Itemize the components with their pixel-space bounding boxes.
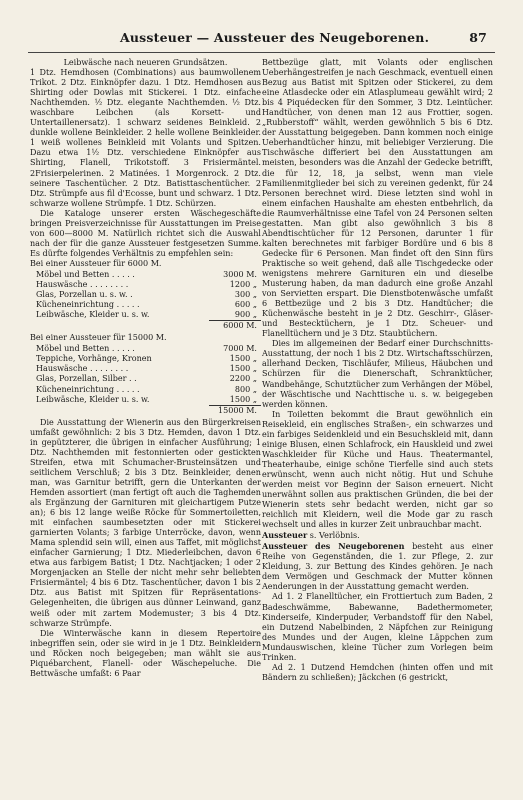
table-row: Möbel und Betten . . . . . 7000 M. xyxy=(36,344,257,354)
running-header xyxy=(0,30,523,48)
table-row: Kücheneinrichtung . . . . . 800 „ xyxy=(36,384,257,394)
paragraph-wienerin: Die Ausstattung der Wienerin aus den Bürgerkreisen umfaßt gewöhnlich: 2 bis 3 Dtz. Hemden, davon 1 Dtz. in gepützterer, die übrigen in einfacher Ausführung; 1 Dtz. Nachthemden mit festonnierten oder gestickten Streifen, etwa mit Schumacher-Brusteinsätzen und seitlichem Verschluß; 2 bis 3 Dtz. Beinkleider, denen man, was Garnitur betrifft, gern die Unterkanten der Hemden assortiert (man fertigt oft auch die Taghemden als Ergänzung der Garnituren mit gleichartigem Putze an); 6 bis 12 lange weiße Röcke für Sommertoiletten, mit einfachen saumbesetzten oder mit Stickerei garnierten Volants; 3 farbige Unterröcke, davon, wenn Mama splendid sein will, einen aus Taffet, mit möglichst einfacher Garnierung; 1 Dtz. Miederleibchen, davon 6 etwa aus farbigem Batist; 1 Dtz. Nachtjacken; 1 oder 2 Morgenjacken an Stelle der nicht mehr sehr beliebten Frisiermäntel; 4 bis 6 Dtz. Taschentücher, davon 1 bis 2 Dtz. aus Batist mit Spitzen für Repräsentations-Gelegenheiten, die übrigen aus dünner Leinwand, ganz weiß oder mit zartem Modemuster; 3 bis 4 Dtz. schwarze Strümpfe. xyxy=(30,417,261,628)
budget-table-6000 xyxy=(30,270,261,331)
paragraph-ad1: Ad 1. 2 Flanelltücher, ein Frottiertuch zum Baden, 2 Badeschwämme, Babewanne, Badethermometer, Kinderseife, Kinderpuder, Verbandstoff für den Nabel, ein Dutzend Nabelbinden, 2 Näpfchen zur Reinigung des Mundes und der Augen, kleine Läppchen zum Mundauswischen, kleine Tücher zum Vorlegen beim Trinken. xyxy=(262,592,493,662)
section-heading: Leibwäsche nach neueren Grundsätzen. xyxy=(63,58,228,67)
paragraph-toiletten: In Toiletten bekommt die Braut gewöhnlich ein Reisekleid, ein englisches Straßen-, ein schwarzes und ein farbiges Seidenkleid und ein Besuchskleid mit, dann einige Blusen, einen Schlafrock, ein Hauskleid und zwei Waschkleider für Küche und Haus. Theatermantel, Theaterhaube, einige schöne Tierfelle sind auch stets erwünscht, wenn auch nicht nötig. Hut und Schuhe werden meist vor Beginn der Saison erneuert. Nicht unerwähnt sollen aus praktischen Gründen, die bei der Wienerin stets sehr bedacht werden, nicht gar so reichlich mit Kleidern, weil die Mode gar zu rasch wechselt und alles in kurzer Zeit unbrauchbar macht. xyxy=(262,409,493,530)
table-row: Leibwäsche, Kleider u. s. w. 1500 „ xyxy=(36,394,257,404)
running-title: Aussteuer — Aussteuer des Neugeborenen. xyxy=(120,30,430,45)
page-number: 87 xyxy=(469,30,487,45)
table-row: Glas, Porzellan, Silber . . 2200 „ xyxy=(36,374,257,384)
left-column xyxy=(30,58,261,679)
paragraph-bedarf: Dies im allgemeinen der Bedarf einer Durchschnitts-Ausstattung, der noch 1 bis 2 Dtz. Wirtschaftsschürzen, allerhand Decken, Tischläufer, Milieus, Häubchen und Schürzen für die Dienerschaft, Schranktücher, Wandbehänge, Schutztücher zum Verhängen der Möbel, der Wäschtische und Nachttische u. s. w. beigegeben werden können. xyxy=(262,339,493,409)
budget-table-15000 xyxy=(30,344,261,415)
table-row: Möbel und Betten . . . . . 3000 M. xyxy=(36,269,257,279)
entry-keyword: Aussteuer des Neugeborenen xyxy=(262,541,405,552)
entry-aussteuer-neugeborenen: Aussteuer des Neugeborenen besteht aus einer Reihe von Gegenständen, die 1. zur Pflege, 2. zur Kleidung, 3. zur Bettung des Kindes gehören. Je nach dem Vermögen und Geschmack der Mutter können Aenderungen in der Ausstattung gemacht werden. xyxy=(262,541,493,592)
table-row: Glas, Porzellan u. s. w. . 300 „ xyxy=(36,290,257,300)
paragraph-bettwaesche: Bettbezüge glatt, mit Volants oder englischen Ueberhängestreifen je nach Geschmack, eventuell einen Bezug aus Batist mit Spitzen oder Stickerei, zu dem eine Atlasdecke oder ein Atlasplumeau gewählt wird; 2 bis 4 Piquédecken für den Sommer, 3 Dtz. Leintücher. Handtücher, von denen man 12 aus Frottier, sogen. „Rubberstoff“ wählt, werden gewöhnlich 5 bis 6 Dtz. der Ausstattung beigegeben. Dann kommen noch einige Ueberhandtücher hinzu, mit beliebiger Verzierung. Die Tischwäsche differiert bei den Ausstattungen am meisten, besonders was die Anzahl der Gedecke betrifft, die für 12, 18, ja selbst, wenn man viele Familienmitglieder bei sich zu vereinen gedenkt, für 24 Personen berechnet wird. Diese letzten sind wohl in einem einfachen Haushalte am ehesten entbehrlich, da die Raumverhältnisse eine Tafel von 24 Personen selten gestatten. Man gibt also gewöhnlich 3 bis 8 Abendtischtücher für 12 Personen, darunter 1 für kalten berechnetes mit farbiger Bordüre und 6 bis 8 Gedecke für 6 Personen. Man findet oft den Sinn fürs Praktische so weit gehend, daß alle Tischgedecke oder wenigstens mehrere Garnituren ein und dieselbe Musterung haben, da man dadurch eine große Anzahl von Servietten erspart. Die Dienstbotenwäsche umfaßt 6 Bettbezüge und 2 bis 3 Dtz. Handtücher; die Küchenwäsche besteht in je 2 Dtz. Geschirr-, Gläser- und Bestecktüchern, je 1 Dtz. Scheuer- und Flanelltüchern und je 3 Dtz. Staubtüchern. xyxy=(262,58,493,339)
paragraph-leibwaesche: 1 Dtz. Hemdhosen (Combinations) aus baumwollenem Trikot. 2 Dtz. Einknöpfer dazu. 1 Dtz. Hemdhosen aus Shirting oder Dowlas mit Stickerei. 1 Dtz. einfache Nachthemden. ½ Dtz. elegante Nachthemden. ½ Dtz. waschbare Leibchen (als Korsett- und Untertaillenersatz). 1 schwarz seidenes Beinkleid. 2 dunkle wollene Beinkleider. 2 helle wollene Beinkleider. 1 weiß wollenes Beinkleid mit Volants und Spitzen. Dazu etwa 1½ Dtz. verschiedene Einknöpfer aus Shirting, Flanell, Trikotstoff. 3 Frisiermäntel. 2Frisierpelerinen. 2 Matinées. 1 Morgenrock. 2 Dtz. seinere Taschentücher. 2 Dtz. Batisttaschentücher. 2 Dtz. Strümpfe aus fil d'Ecosse, bunt und schwarz. 1 Dtz. schwarze wollene Strümpfe. 1 Dtz. Schürzen. xyxy=(30,68,261,208)
table-row: Leibwäsche, Kleider u. s. w. 900 „ xyxy=(36,310,257,320)
table-6000-intro: Bei einer Aussteuer für 6000 M. xyxy=(30,258,162,268)
table-row: Kücheneinrichtung . . . . . 600 „ xyxy=(36,300,257,310)
entry-aussteuer: Aussteuer s. Verlöbnis. xyxy=(262,530,360,541)
paragraph-winterwaesche: Die Winterwäsche kann in diesem Repertoire inbegriffen sein, oder sie wird in je 1 Dtz. Beinkleidern und Röcken noch beigegeben; man wählt sie aus Piquébarchent, Flanell- oder Wäschepeluche. Die Bettwäsche umfaßt: 6 Paar xyxy=(30,628,261,678)
table-row: Hauswäsche . . . . . . . . 1200 „ xyxy=(36,280,257,290)
paragraph-ad2: Ad 2. 1 Dutzend Hemdchen (hinten offen und mit Bändern zu schließen); Jäckchen (6 gestrickt, xyxy=(262,662,493,682)
table-total: 15000 M. xyxy=(30,405,261,416)
table-row: Hauswäsche . . . . . . . . 1500 „ xyxy=(36,364,257,374)
table-15000-intro: Bei einer Aussteuer für 15000 M. xyxy=(30,333,167,343)
right-column xyxy=(262,58,493,683)
table-row: Teppiche, Vorhänge, Kronen 1500 „ xyxy=(36,354,257,364)
header-rule xyxy=(28,52,495,53)
table-total: 6000 M. xyxy=(30,320,261,331)
entry-keyword: Aussteuer xyxy=(262,530,308,541)
paragraph-kataloge: Die Kataloge unserer ersten Wäschegeschäfte bringen Preisverzeichnisse für Ausstattungen im Preise von 600—8000 M. Natürlich richtet sich die Auswahl nach der für die ganze Aussteuer festgesetzen Summe. Es dürfte folgendes Verhältnis zu empfehlen sein: xyxy=(30,208,261,258)
